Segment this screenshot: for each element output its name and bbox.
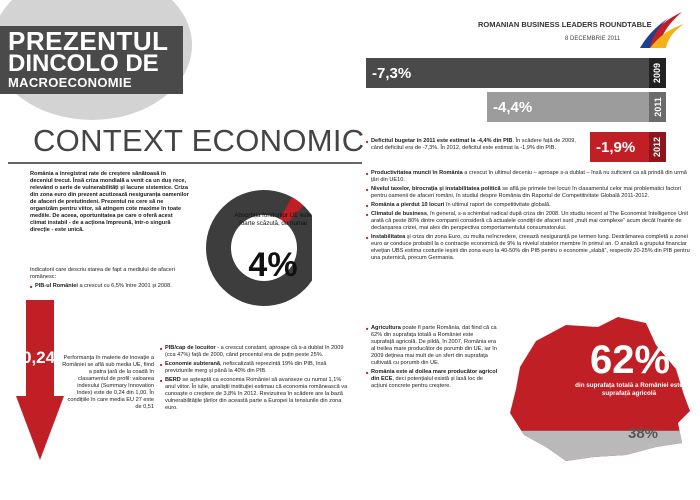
list-item — [160, 377, 350, 412]
deficit-bar-2012 — [590, 132, 666, 162]
list-item — [160, 361, 350, 375]
intro-text: România a înregistrat rate de creștere sănătoasă în deceniul trecut. Însă criza mondială a venit ca un duș rece, relevând o serie de vulnerabilități și lacune sistemice. Criza din zona euro din prezent acutizează nesiguranța oamenilor de afaceri de pretutindeni. Prezentul ne cere să ne organizăm pentru viitor, să atingem cote maxime în toate mediile. De aceea, oportunitatea pe care o oferă acest climat instabil - de a acționa împreună, într-o singură direcție - este unică. — [30, 171, 189, 233]
bullet-bold: Climatul de business — [371, 211, 427, 217]
event-date: 8 DECEMBRIE 2011 — [565, 36, 621, 42]
list-item — [366, 234, 691, 262]
deficit-rest: . În scădere față de 2009, când deficitul era de -7,3%. În 2012, deficitul este estimat la -1,9% din PIB. — [371, 138, 576, 151]
bullet-bold: Nivelul taxelor, birocrația și instabilitatea politică — [371, 186, 501, 192]
deficit-year: 2009 — [652, 62, 663, 84]
intro-paragraph — [30, 171, 190, 236]
list-item — [366, 325, 498, 367]
map-agri-label: din suprafața totală a României este suprafață agricolă — [575, 382, 683, 397]
deficit-bold: Deficitul bugetar în 2011 este estimat la -4,4% din PIB — [371, 138, 513, 144]
deficit-value: -4,4% — [493, 98, 533, 116]
list-item — [366, 211, 691, 232]
list-item — [30, 283, 200, 290]
rblr-logo-icon — [638, 8, 688, 52]
pib-bold: PIB-ul României — [35, 283, 78, 289]
bullet-rest: - a crescut constant, aproape că s-a dublat în 2009 (cca 47%) față de 2000, când procentul era de puțin peste 25%. — [165, 345, 344, 358]
map-other-area — [506, 431, 692, 465]
bullet-bold: Instabilitatea — [371, 234, 406, 240]
deficit-year: 2012 — [652, 136, 663, 158]
bullet-bold: România este al doilea mare producător agricol din ECE — [371, 369, 498, 382]
bullet-rest: și criza din zona Euro, cu multa neîncredere, creează nesiguranță pe termen lung. Destrămarea completă a zonei euro ar conduce probabil la o contracție economică de 9% la nivelul statelor membre în primul an. O analiză a grupului financiar elvețian UBS estima costurile ieșirii din zona euro la 40-50% din PIB pentru o economie „slabă”, respectiv 20-25% din PIB pentru una puternică, precum Germania. — [371, 234, 690, 261]
section-divider — [8, 162, 362, 164]
indicators-block — [30, 267, 200, 292]
bullet-bold: România a pierdut 10 locuri — [371, 202, 445, 208]
page-title-line3: MACROECONOMIE — [8, 75, 132, 90]
innovation-number: 0,24 — [22, 348, 56, 367]
agri-bullets — [366, 325, 498, 392]
bullet-rest: se află pe primele trei locuri în clasamentul celor mai problematici factori pentru oamenii de afaceri români, în studiul despre România din Raportul de Competitivitate Globală 2011-2012. — [371, 186, 681, 199]
donut-value: 4% — [248, 246, 298, 284]
bullet-rest: se așteaptă ca economia României să avanseze cu numai 1,1% anul viitor. În iulie, analiștii instituției estimau că economia românească va cunoaște o creștere de 3,8% în 2012. Revizuirea în scădere are la bază vulnerabilitățile țărilor din această parte a Europei la tensiunile din zona euro. — [165, 377, 348, 411]
list-item — [366, 186, 691, 200]
bullet-rest: , în general, s-a schimbat radical după criza din 2008. Un studiu recent al The Economist Intelligence Unit arată că peste 80% dintre companii consideră că actualele condiții de afaceri sunt „mult mai complexe” acum decât înainte de declanșarea crizei, mai ales din perspectiva comportamentului consumatorului. — [371, 211, 689, 231]
list-item — [160, 345, 350, 359]
deficit-year: 2011 — [652, 97, 663, 117]
page-title-line1: PREZENTUL — [8, 26, 169, 56]
deficit-year-tab — [649, 132, 666, 162]
bullet-bold: PIB/cap de locuitor — [165, 345, 216, 351]
mid-bullets — [160, 345, 350, 414]
bullet-bold: BERD — [165, 377, 181, 383]
bullet-rest: , nefiscalizată reprezintă 19% din PIB, însă previziunile merg și până la 40% din PIB. — [165, 361, 327, 374]
deficit-year-tab — [649, 58, 666, 88]
bullet-bold: Productivitatea muncii în România — [371, 170, 463, 176]
deficit-paragraph — [366, 138, 581, 154]
event-name: ROMANIAN BUSINESS LEADERS ROUNDTABLE — [478, 20, 652, 29]
bullet-rest: în ultimul raport de competitivitate globală. — [444, 202, 551, 208]
list-item — [366, 170, 691, 184]
bullet-rest: , deci potențialul există și lasă loc de acțiuni concrete pentru creștere. — [371, 376, 483, 389]
bullet-rest: a crescut în ultimul deceniu – aproape s-a dublat – însă nu suficient ca să prindă din urmă țări din UE10. — [371, 170, 687, 183]
map-agri-value: 62% — [590, 338, 671, 382]
pib-rest: a crescut cu 6,5% între 2001 și 2008. — [77, 283, 172, 289]
bullet-rest: poate fi parte România, dat fiind că ca 62% din suprafața totală a României este suprafață agricolă. De pildă, în 2007, România era al treilea mare producător de porumb din UE, iar în 2009 deținea mai mult de un sfert din suprafața cultivată cu porumb din UE. — [371, 325, 497, 366]
list-item — [366, 138, 581, 152]
page-title-line2: DINCOLO DE — [8, 50, 159, 77]
innovation-text: Performanța în materie de inovație a României se află sub media UE, fiind a patra țară de la coadă în clasamentul de profil: valoarea indexului (Summary Innovation Index) este de 0,24 din 1,00. În condițiile în care media EU 27 este de 0,51 — [62, 355, 154, 410]
list-item — [366, 369, 498, 390]
deficit-value: -1,9% — [596, 138, 636, 156]
section-title: CONTEXT ECONOMIC — [33, 123, 365, 158]
donut-label: Absorbția fondurilor UE este foarte scăzută, de numai — [234, 212, 312, 227]
bullet-bold: Agricultura — [371, 325, 401, 331]
deficit-bar-2011 — [487, 92, 666, 122]
deficit-bar-2009 — [366, 58, 666, 88]
map-other-value: 38% — [628, 425, 659, 442]
right-bullets — [366, 170, 691, 264]
innovation-arrow-icon — [14, 300, 64, 460]
indicators-lead: Indicatorii care descriu starea de fapt a mediului de afaceri românesc: — [30, 267, 175, 280]
deficit-value: -7,3% — [372, 64, 412, 82]
bullet-bold: Economie subterană — [165, 361, 221, 367]
deficit-year-tab — [649, 92, 666, 122]
list-item — [366, 202, 691, 209]
